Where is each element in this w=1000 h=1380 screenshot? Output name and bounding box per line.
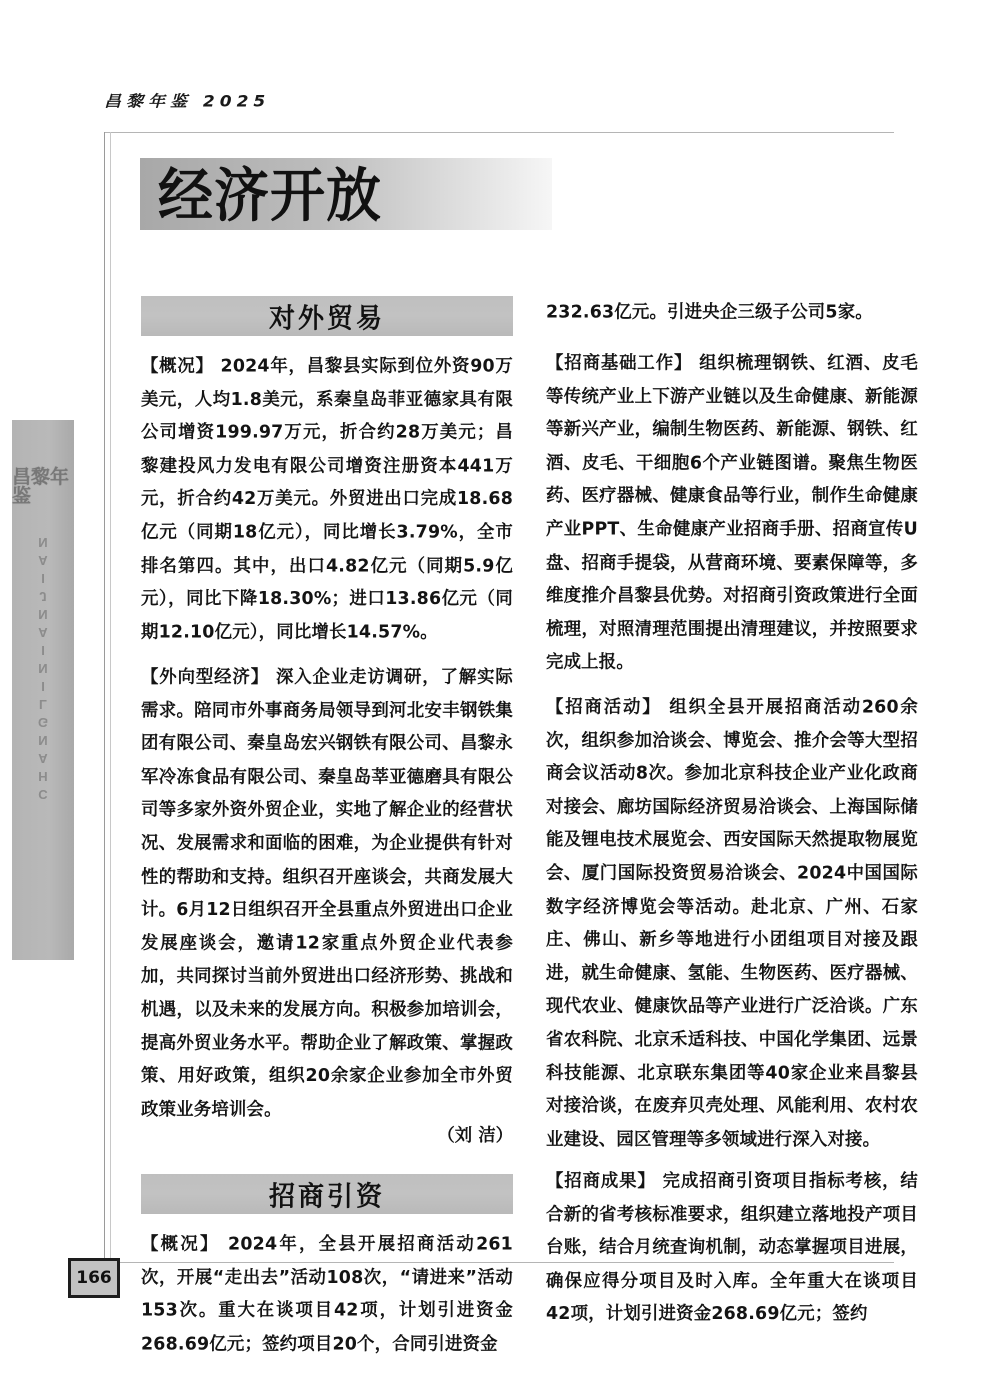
- frame-rule-top: [104, 132, 894, 133]
- paragraph-overview-investment: 【概况】 2024年，全县开展招商活动261次，开展“走出去”活动108次，“请进来”活动153次。重大在谈项目42项，计划引进资金268.69亿元；签约项目20个，合同引进资金: [141, 1234, 513, 1355]
- section-header-investment: [141, 1174, 513, 1214]
- right-column: [546, 296, 918, 1346]
- paragraph-outward-economy: 【外向型经济】 深入企业走访调研，了解实际需求。陪同市外事商务局领导到河北安丰钢铁集团有限公司、秦皇岛宏兴钢铁有限公司、昌黎永军冷冻食品有限公司、秦皇岛莘亚德磨具有限公司等多家外资外贸企业，实地了解企业的经营状况、发展需求和面临的困难，为企业提供有针对性的帮助和支持。组织召开座谈会，共商发展大计。6月12日组织召开全县重点外贸进出口企业发展座谈会，邀请12家重点外贸企业代表参加，共同探讨当前外贸进出口经济形势、挑战和机遇，以及未来的发展方向。积极参加培训会，提高外贸业务水平。帮助企业了解政策、掌握政策、用好政策，组织20余家企业参加全市外贸政策业务培训会。: [141, 667, 513, 1121]
- chapter-title: 经济开放: [158, 162, 383, 230]
- page-number: 166: [76, 1268, 112, 1288]
- running-head: 昌黎年鉴 2025: [104, 92, 271, 111]
- left-column: [141, 296, 513, 1377]
- frame-rule-left-outer: [104, 132, 105, 1262]
- spine-tab: [12, 420, 74, 960]
- spine-title-pinyin: CHANGLINIANJIAN: [35, 532, 51, 802]
- section-header-label: 招商引资: [268, 1181, 385, 1213]
- frame-rule-left-inner: [110, 132, 111, 1262]
- section-header-label: 对外贸易: [268, 303, 385, 335]
- spine-title-cn: 昌黎年鉴: [12, 466, 70, 507]
- paragraph-overview-trade: 【概况】 2024年，昌黎县实际到位外资90万美元，人均1.8美元，系秦皇岛菲亚德家具有限公司增资199.97万元，折合约28万美元；昌黎建投风力发电有限公司增资注册资本441万元，折合约42万美元。外贸进出口完成18.68亿元（同期18亿元），同比增长3.79%，全市排名第四。其中，出口4.82亿元（同期5.9亿元），同比下降18.30%；进口13.86亿元（同期12.10亿元），同比增长14.57%。: [141, 356, 513, 643]
- section-header-foreign-trade: [141, 296, 513, 336]
- page-folio: [68, 1258, 120, 1298]
- paragraph-investment-activities: 【招商活动】 组织全县开展招商活动260余次，组织参加洽谈会、博览会、推介会等大型招商会议活动8次。参加北京科技企业产业化政商对接会、廊坊国际经济贸易洽谈会、上海国际储能及锂电技术展览会、西安国际天然提取物展览会、厦门国际投资贸易洽谈会、2024中国国际数字经济博览会等活动。赴北京、广州、石家庄、佛山、新乡等地进行小团组项目对接及跟进，就生命健康、氢能、生物医药、医疗器械、现代农业、健康饮品等产业进行广泛洽谈。广东省农科院、北京禾适科技、中国化学集团、远景科技能源、北京联东集团等40家企业来昌黎县对接洽谈，在废弃贝壳处理、风能利用、农村农业建设、园区管理等多领域进行深入对接。: [546, 696, 918, 1150]
- paragraph-investment-basic-work: 【招商基础工作】 组织梳理钢铁、红酒、皮毛等传统产业上下游产业链以及生命健康、新能源等新兴产业，编制生物医药、新能源、钢铁、红酒、皮毛、干细胞6个产业链图谱。聚焦生物医药、医疗器械、健康食品等行业，制作生命健康产业PPT、生命健康产业招商手册、招商宣传U盘、招商手提袋，从营商环境、要素保障等，多维度推介昌黎县优势。对招商引资政策进行全面梳理，对照清理范围提出清理建议，并按照要求完成上报。: [546, 352, 918, 673]
- author-signature: （刘 洁）: [437, 1125, 513, 1146]
- paragraph-investment-continued: 232.63亿元。引进央企三级子公司5家。: [546, 302, 873, 323]
- paragraph-investment-results: 【招商成果】 完成招商引资项目指标考核，结合新的省考核标准要求，组织建立落地投产项目台账，结合月统查询机制，动态掌握项目进展，确保应得分项目及时入库。全年重大在谈项目42项，计划引进资金268.69亿元；签约: [546, 1170, 918, 1325]
